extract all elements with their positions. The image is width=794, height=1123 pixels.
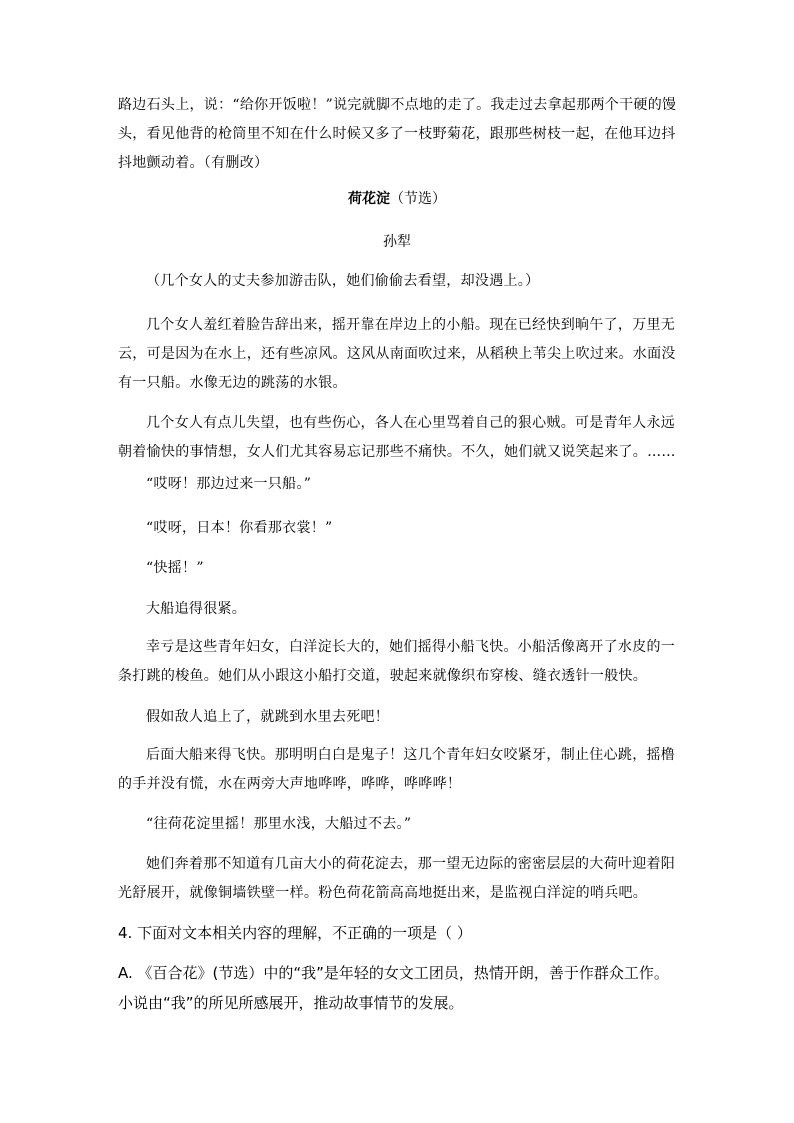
paragraph-6: 大船追得很紧。: [146, 601, 247, 617]
paragraph-5: “快摇！”: [146, 560, 204, 576]
paragraph-9: 后面大船来得飞快。那明明白白是鬼子！这几个青年妇女咬紧牙，制止住心跳，摇橹的手并没有慌，水在两旁大声地哗哗，哗哗，哗哗哗！: [118, 747, 676, 792]
passage1-tail: 路边石头上，说：“给你开饭啦！”说完就脚不点地的走了。我走过去拿起那两个干硬的馒头，看见他背的枪筒里不知在什么时候又多了一枝野菊花，跟那些树枝一起，在他耳边抖抖地颤动着。（有删改）: [118, 97, 677, 171]
paragraph-2: 几个女人有点儿失望，也有些伤心，各人在心里骂着自己的狠心贼。可是青年人永远朝着愉快的事情想，女人们尤其容易忘记那些不痛快。不久，她们就又说笑起来了。……: [118, 415, 676, 460]
passage2-author: 孙犁: [383, 234, 411, 250]
paragraph-8: 假如敌人追上了，就跳到水里去死吧！: [146, 709, 390, 725]
question-4-option-a: A. 《百合花》(节选）中的“我”是年轻的女文工团员，热情开朗，善于作群众工作。小说由“我”的所见所感展开，推动故事情节的发展。: [118, 964, 669, 1012]
paragraph-4: “哎呀，日本！你看那衣裳！”: [146, 520, 333, 536]
paragraph-1: 几个女人羞红着脸告辞出来，摇开靠在岸边上的小船。现在已经快到晌午了，万里无云，可是因为在水上，还有些凉风。这风从南面吹过来，从稻秧上苇尖上吹过来。水面没有一只船。水像无边的跳荡的水银。: [118, 317, 676, 391]
paragraph-3: “哎呀！那边过来一只船。”: [146, 476, 312, 492]
paragraph-11: 她们奔着那不知道有几亩大小的荷花淀去，那一望无边际的密密层层的大荷叶迎着阳光舒展开，就像铜墙铁壁一样。粉色荷花箭高高地挺出来，是监视白洋淀的哨兵吧。: [118, 856, 676, 901]
paragraph-10: “往荷花淀里摇！那里水浅，大船过不去。”: [146, 816, 412, 832]
passage2-title-line: [0, 189, 794, 209]
question-4-stem: 4. 下面对文本相关内容的理解，不正确的一项是（ ）: [118, 924, 472, 942]
passage2-title-note: （节选）: [390, 191, 446, 207]
passage2-title: 荷花淀: [348, 191, 390, 207]
passage2-intro: （几个女人的丈夫参加游击队，她们偷偷去看望，却没遇上。）: [146, 273, 540, 289]
paragraph-7: 幸亏是这些青年妇女，白洋淀长大的，她们摇得小船飞快。小船活像离开了水皮的一条打跳的梭鱼。她们从小跟这小船打交道，驶起来就像织布穿梭、缝衣透针一般快。: [118, 639, 676, 684]
